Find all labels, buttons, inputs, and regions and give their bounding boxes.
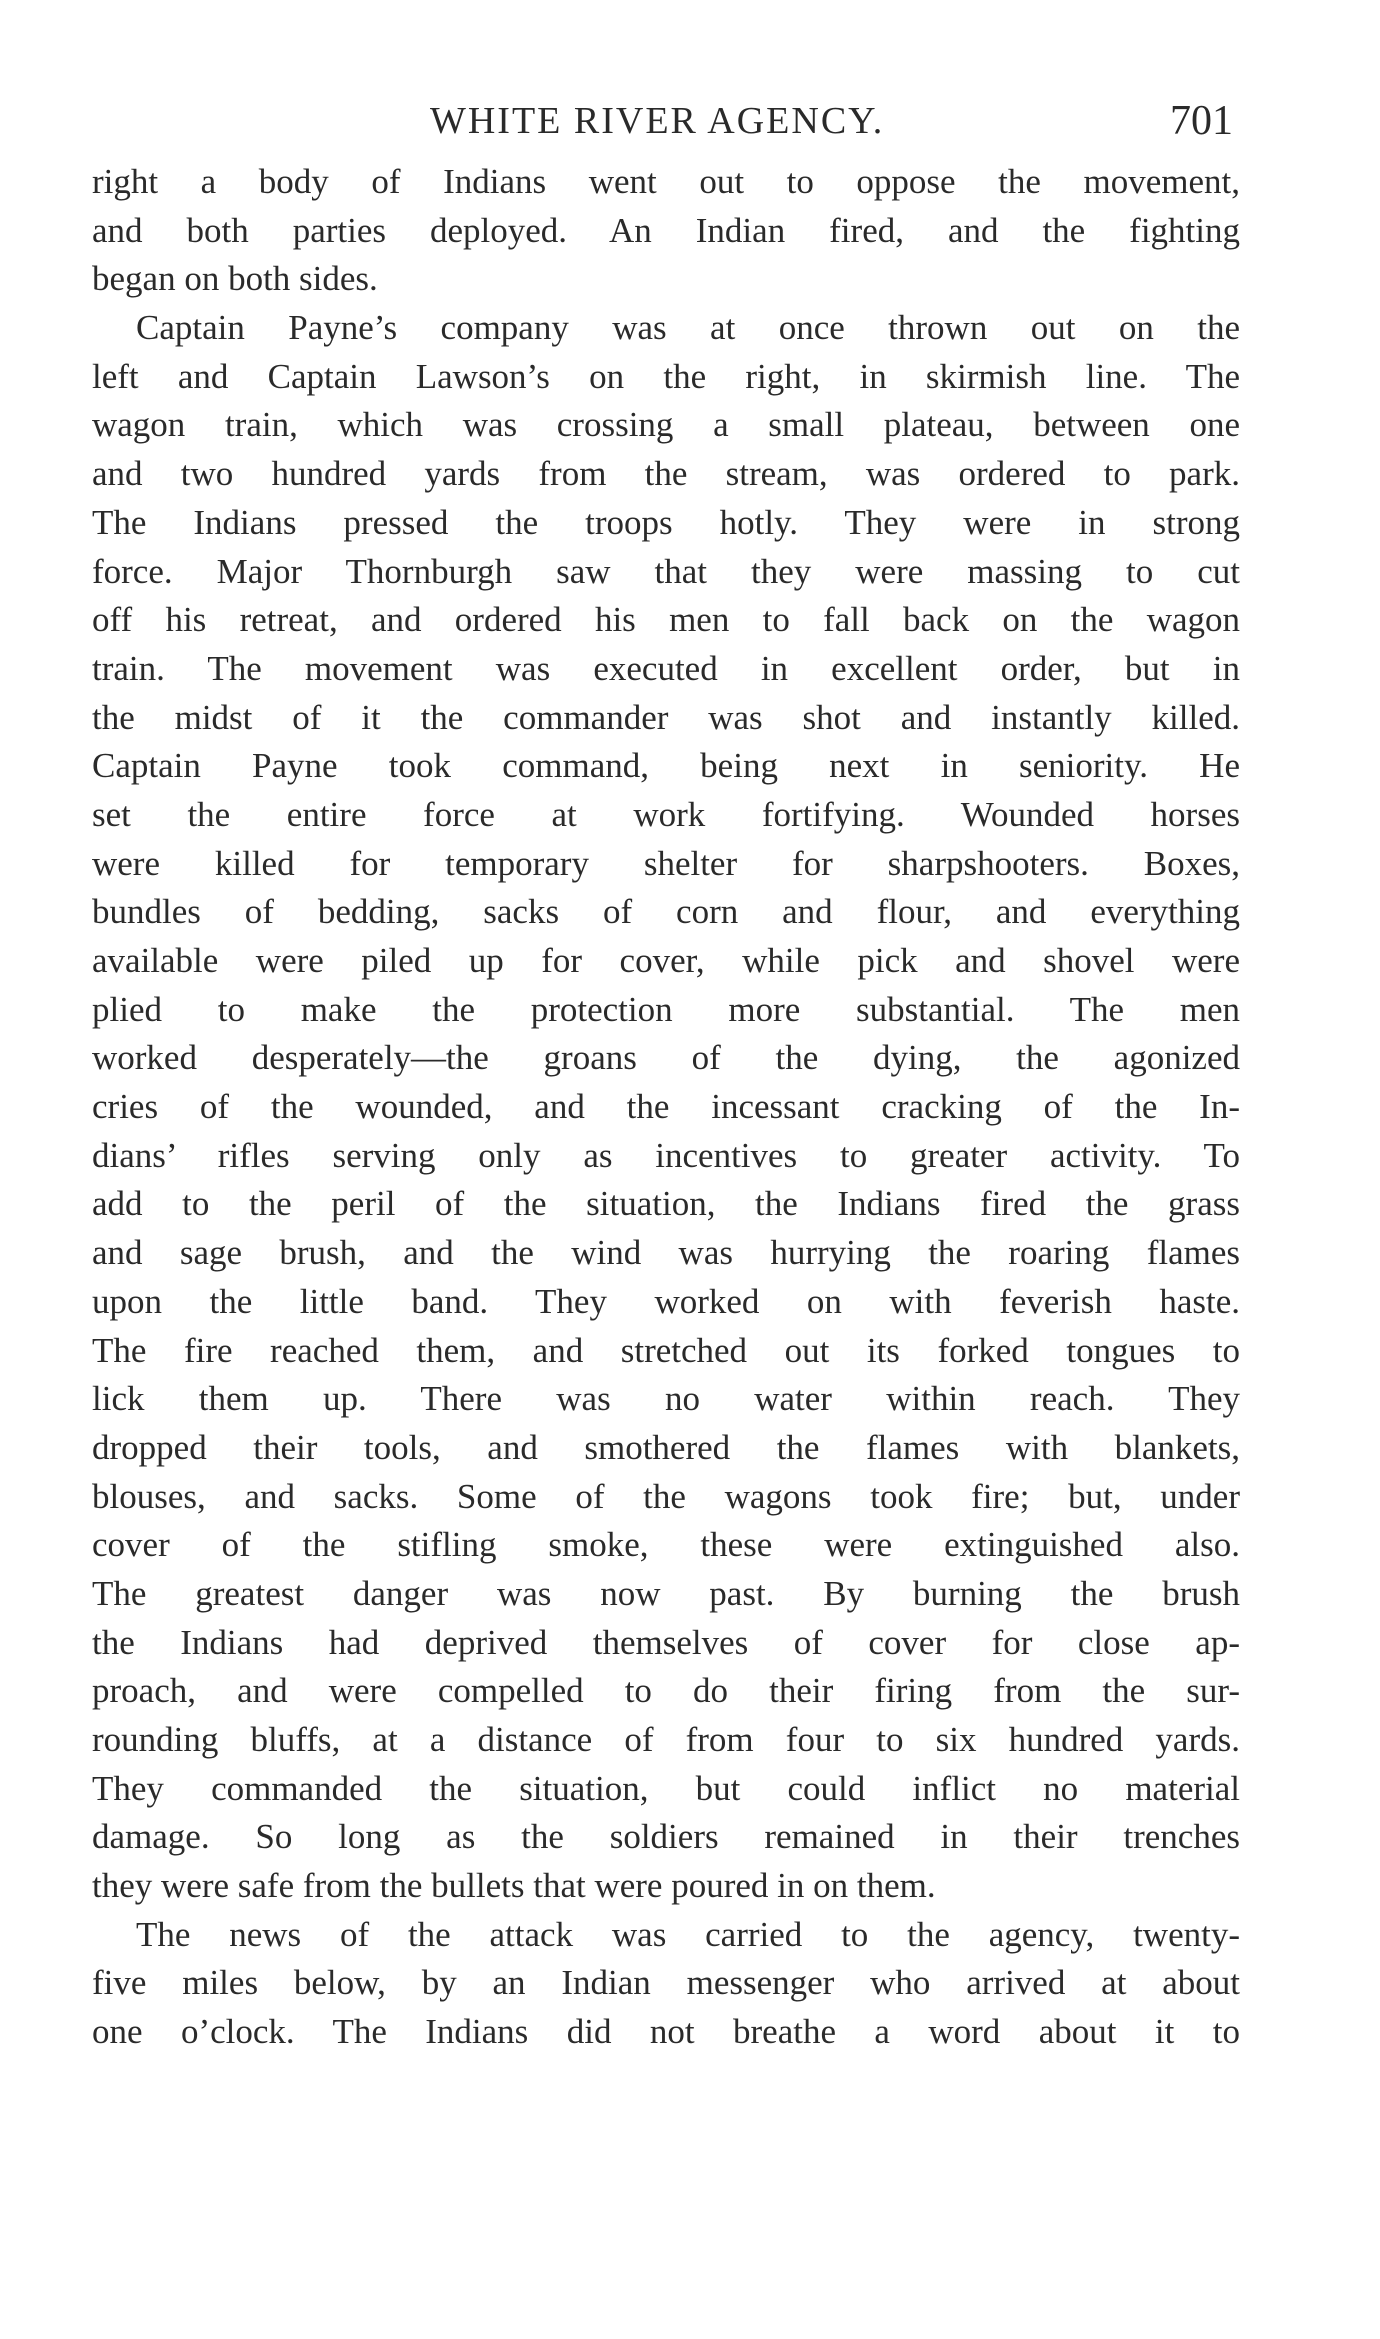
text-line: upon the little band. They worked on with feverish haste. [92,1281,1240,1321]
text-line: were killed for temporary shelter for sharpshooters. Boxes, [92,843,1240,883]
text-line: five miles below, by an Indian messenger who arrived at about [92,1963,1240,2003]
text-line: damage. So long as the soldiers remained in their trenches [92,1817,1240,1857]
text-line: Captain Payne took command, being next in seniority. He [92,746,1240,786]
text-line: The fire reached them, and stretched out its forked tongues to [92,1330,1240,1370]
text-line: set the entire force at work fortifying. Wounded horses [92,794,1240,834]
text-line: cover of the stifling smoke, these were extinguished also. [92,1525,1240,1565]
text-line: dians’ rifles serving only as incentives to greater activity. To [92,1135,1240,1175]
text-line: and two hundred yards from the stream, was ordered to park. [92,454,1240,494]
text-line: available were piled up for cover, while pick and shovel were [92,941,1240,980]
text-line: proach, and were compelled to do their firing from the sur- [92,1671,1240,1711]
text-line: one o’clock. The Indians did not breathe a word about it to [92,2012,1240,2052]
paragraph-start-line: The news of the attack was carried to the agency, twenty- [136,1914,1240,1954]
running-header [0,96,1380,146]
text-line: right a body of Indians went out to oppose the movement, [92,162,1240,201]
running-title: WHITE RIVER AGENCY. [430,100,885,142]
text-line: they were safe from the bullets that were poured in on them. [92,1866,936,1906]
page-number: 701 [1170,98,1233,144]
paragraph-start-line: Captain Payne’s company was at once thrown out on the [136,308,1240,348]
body-text [92,158,1240,2057]
text-line: The greatest danger was now past. By burning the brush [92,1573,1240,1613]
text-line: force. Major Thornburgh saw that they were massing to cut [92,551,1240,591]
text-line: The Indians pressed the troops hotly. They were in strong [92,502,1240,542]
text-line: wagon train, which was crossing a small plateau, between one [92,405,1240,445]
text-line: bundles of bedding, sacks of corn and flour, and everything [92,892,1240,932]
text-line: cries of the wounded, and the incessant cracking of the In- [92,1087,1240,1127]
text-line: add to the peril of the situation, the Indians fired the grass [92,1184,1240,1224]
text-line: They commanded the situation, but could inflict no material [92,1768,1240,1808]
text-line: train. The movement was executed in excellent order, but in [92,648,1240,688]
text-line: plied to make the protection more substantial. The men [92,989,1240,1029]
text-line: blouses, and sacks. Some of the wagons took fire; but, under [92,1476,1240,1516]
text-line: the midst of it the commander was shot and instantly killed. [92,697,1240,737]
text-line: worked desperately—the groans of the dying, the agonized [92,1038,1240,1078]
text-line: began on both sides. [92,259,378,299]
text-line: and sage brush, and the wind was hurrying the roaring flames [92,1233,1240,1273]
text-line: dropped their tools, and smothered the flames with blankets, [92,1427,1240,1467]
text-line: lick them up. There was no water within reach. They [92,1379,1240,1419]
text-line: and both parties deployed. An Indian fired, and the fighting [92,210,1240,250]
text-line: left and Captain Lawson’s on the right, in skirmish line. The [92,356,1240,396]
text-line: off his retreat, and ordered his men to fall back on the wagon [92,600,1240,640]
text-line: the Indians had deprived themselves of cover for close ap- [92,1622,1240,1662]
text-line: rounding bluffs, at a distance of from four to six hundred yards. [92,1720,1240,1759]
